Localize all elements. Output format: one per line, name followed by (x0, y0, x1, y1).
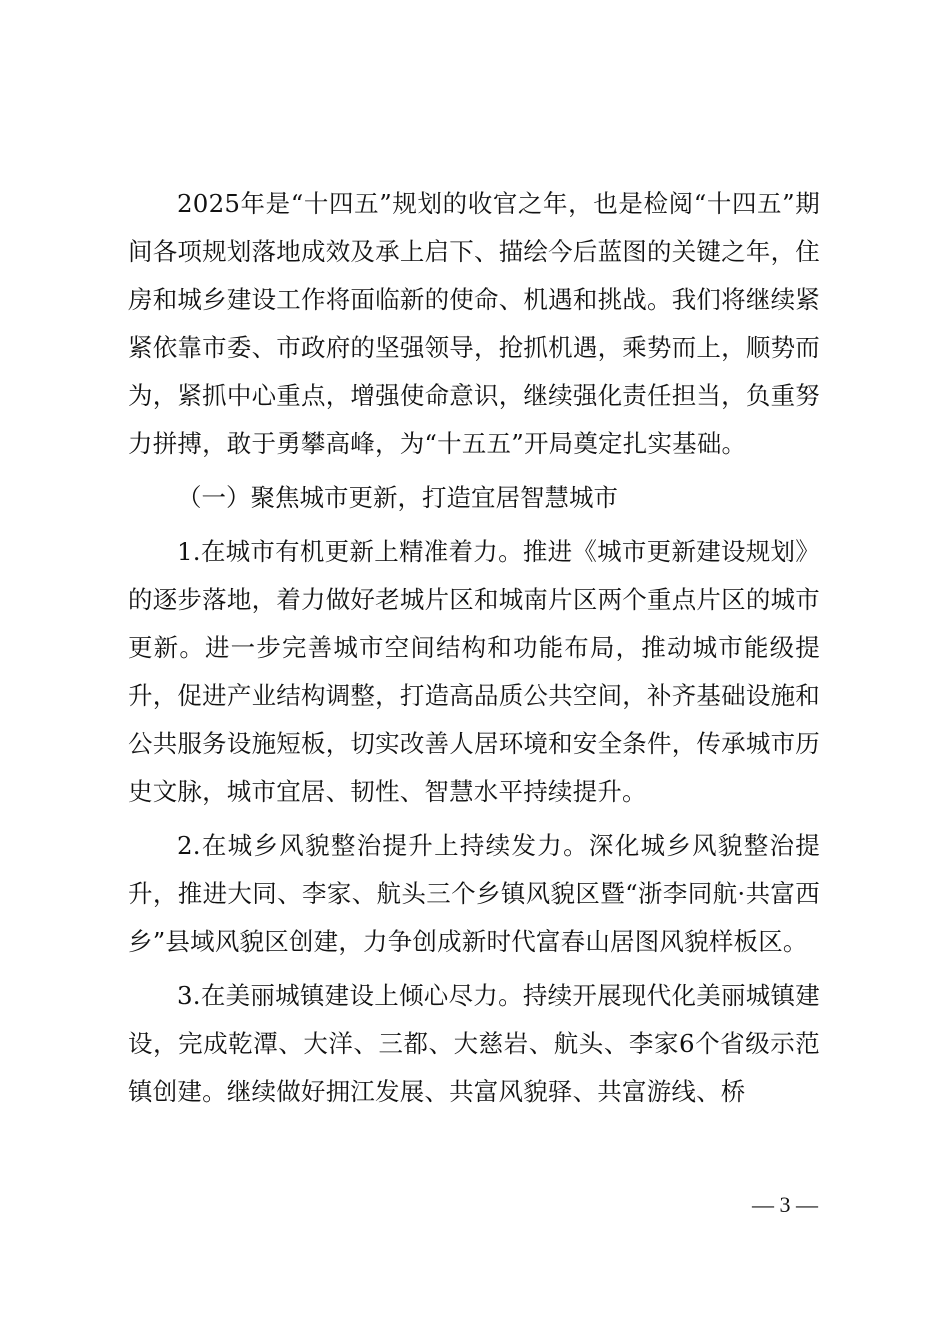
section-heading: （一）聚焦城市更新，打造宜居智慧城市 (177, 483, 618, 512)
item-3-paragraph: 3.在美丽城镇建设上倾心尽力。持续开展现代化美丽城镇建设，完成乾潭、大洋、三都、大慈岩、航头、李家6个省级示范镇创建。继续做好拥江发展、共富风貌驿、共富游线、桥 (128, 981, 820, 1106)
item-2-paragraph: 2.在城乡风貌整治提升上持续发力。深化城乡风貌整治提升，推进大同、李家、航头三个乡镇风貌区暨“浙李同航·共富西乡”县域风貌区创建，力争创成新时代富春山居图风貌样板区。 (128, 831, 820, 956)
item-1-paragraph: 1.在城市有机更新上精准着力。推进《城市更新建设规划》的逐步落地，着力做好老城片区和城南片区两个重点片区的城市更新。进一步完善城市空间结构和功能布局，推动城市能级提升，促进产业结构调整，打造高品质公共空间，补齐基础设施和公共服务设施短板，切实改善人居环境和安全条件，传承城市历史文脉，城市宜居、韧性、智慧水平持续提升。 (128, 537, 820, 806)
page-number: — 3 — (752, 1192, 818, 1217)
intro-paragraph: 2025年是“十四五”规划的收官之年，也是检阅“十四五”期间各项规划落地成效及承上启下、描绘今后蓝图的关键之年，住房和城乡建设工作将面临新的使命、机遇和挑战。我们将继续紧紧依靠市委、市政府的坚强领导，抢抓机遇，乘势而上，顺势而为，紧抓中心重点，增强使命意识，继续强化责任担当，负重努力拼搏，敢于勇攀高峰，为“十五五”开局奠定扎实基础。 (128, 189, 820, 458)
document-body (128, 180, 820, 1116)
